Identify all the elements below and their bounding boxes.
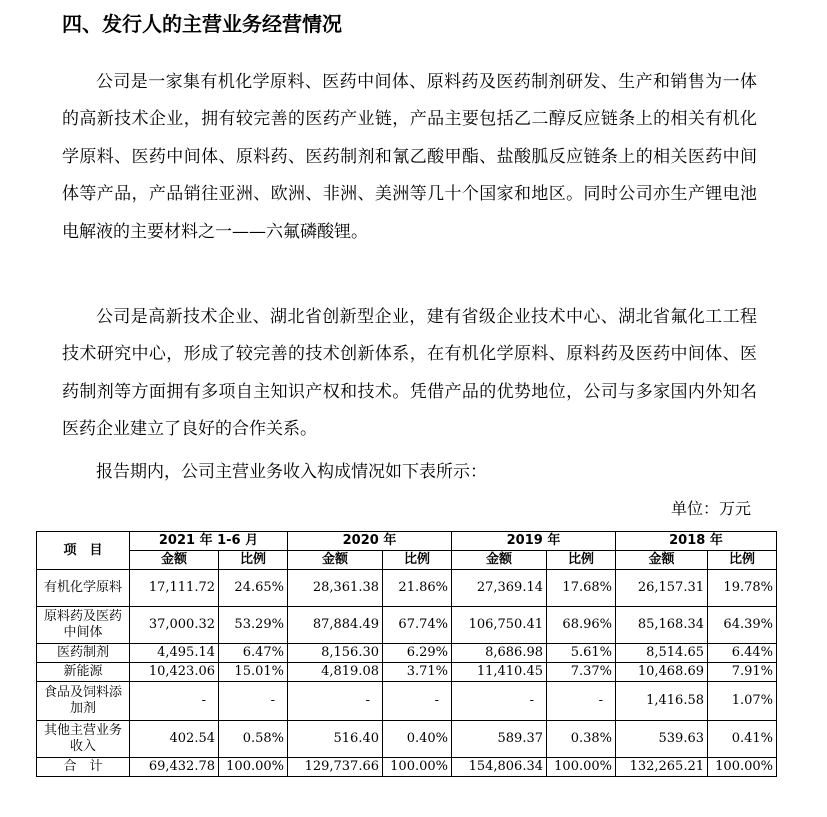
- amount-cell: 10,423.06: [130, 663, 219, 682]
- ratio-cell: 6.29%: [383, 644, 452, 663]
- table-row: [37, 682, 777, 721]
- ratio-cell: 21.86%: [383, 570, 452, 607]
- ratio-cell: 24.65%: [219, 570, 288, 607]
- amount-cell: 69,432.78: [130, 758, 219, 777]
- amount-cell: 8,156.30: [288, 644, 383, 663]
- amount-header: 金额: [130, 551, 219, 570]
- row-label: 其他主营业务收入: [37, 721, 130, 758]
- ratio-cell: 6.44%: [708, 644, 777, 663]
- amount-cell: 11,410.45: [452, 663, 547, 682]
- row-label: 合 计: [37, 758, 130, 777]
- amount-cell: 37,000.32: [130, 607, 219, 644]
- ratio-cell: -: [383, 682, 452, 721]
- period-header: 2020 年: [288, 532, 452, 551]
- ratio-cell: 100.00%: [708, 758, 777, 777]
- period-header: 2021 年 1-6 月: [130, 532, 288, 551]
- ratio-cell: 100.00%: [383, 758, 452, 777]
- amount-cell: 539.63: [616, 721, 708, 758]
- row-label: 原料药及医药中间体: [37, 607, 130, 644]
- amount-cell: 85,168.34: [616, 607, 708, 644]
- amount-cell: 1,416.58: [616, 682, 708, 721]
- ratio-cell: 5.61%: [547, 644, 616, 663]
- amount-cell: -: [130, 682, 219, 721]
- ratio-cell: 53.29%: [219, 607, 288, 644]
- amount-cell: 589.37: [452, 721, 547, 758]
- amount-cell: 129,737.66: [288, 758, 383, 777]
- ratio-header: 比例: [708, 551, 777, 570]
- amount-cell: 17,111.72: [130, 570, 219, 607]
- ratio-cell: 7.37%: [547, 663, 616, 682]
- amount-cell: 8,514.65: [616, 644, 708, 663]
- amount-cell: -: [288, 682, 383, 721]
- row-label: 新能源: [37, 663, 130, 682]
- ratio-cell: 64.39%: [708, 607, 777, 644]
- ratio-cell: 1.07%: [708, 682, 777, 721]
- ratio-cell: 17.68%: [547, 570, 616, 607]
- ratio-cell: 0.38%: [547, 721, 616, 758]
- table-row: [37, 570, 777, 607]
- amount-cell: 8,686.98: [452, 644, 547, 663]
- amount-cell: 106,750.41: [452, 607, 547, 644]
- amount-cell: 28,361.38: [288, 570, 383, 607]
- ratio-cell: 67.74%: [383, 607, 452, 644]
- amount-header: 金额: [288, 551, 383, 570]
- table-total-row: [37, 758, 777, 777]
- ratio-header: 比例: [383, 551, 452, 570]
- period-header: 2019 年: [452, 532, 616, 551]
- amount-cell: 154,806.34: [452, 758, 547, 777]
- unit-label: 单位：万元: [670, 499, 751, 518]
- ratio-cell: 7.91%: [708, 663, 777, 682]
- table-row: [37, 644, 777, 663]
- ratio-cell: 15.01%: [219, 663, 288, 682]
- table-row: [37, 721, 777, 758]
- row-label: 医药制剂: [37, 644, 130, 663]
- amount-cell: 132,265.21: [616, 758, 708, 777]
- table-row: [37, 663, 777, 682]
- amount-cell: 87,884.49: [288, 607, 383, 644]
- ratio-cell: -: [219, 682, 288, 721]
- amount-header: 金额: [452, 551, 547, 570]
- amount-header: 金额: [616, 551, 708, 570]
- amount-cell: -: [452, 682, 547, 721]
- paragraph-technology: 公司是高新技术企业、湖北省创新型企业，建有省级企业技术中心、湖北省氟化工工程技术研究中心，形成了较完善的技术创新体系，在有机化学原料、原料药及医药中间体、医药制剂等方面拥有多项自主知识产权和技术。凭借产品的优势地位，公司与多家国内外知名医药企业建立了良好的合作关系。: [62, 307, 757, 440]
- ratio-cell: 6.47%: [219, 644, 288, 663]
- paragraph-business-overview: 公司是一家集有机化学原料、医药中间体、原料药及医药制剂研发、生产和销售为一体的高新技术企业，拥有较完善的医药产业链，产品主要包括乙二醇反应链条上的相关有机化学原料、医药中间体、原料药、医药制剂和氰乙酸甲酯、盐酸胍反应链条上的相关医药中间体等产品，产品销往亚洲、欧洲、非洲、美洲等几十个国家和地区。同时公司亦生产锂电池电解液的主要材料之一——六氟磷酸锂。: [62, 72, 757, 242]
- ratio-header: 比例: [547, 551, 616, 570]
- ratio-cell: -: [547, 682, 616, 721]
- table-subheader-row: [37, 551, 777, 570]
- amount-cell: 4,819.08: [288, 663, 383, 682]
- row-label: 食品及饲料添加剂: [37, 682, 130, 721]
- table-header-row: [37, 532, 777, 551]
- ratio-header: 比例: [219, 551, 288, 570]
- amount-cell: 26,157.31: [616, 570, 708, 607]
- ratio-cell: 0.41%: [708, 721, 777, 758]
- item-header: 项 目: [37, 532, 130, 570]
- revenue-table: [36, 531, 777, 777]
- table-row: [37, 607, 777, 644]
- ratio-cell: 19.78%: [708, 570, 777, 607]
- ratio-cell: 68.96%: [547, 607, 616, 644]
- row-label: 有机化学原料: [37, 570, 130, 607]
- paragraph-table-intro: 报告期内，公司主营业务收入构成情况如下表所示：: [96, 462, 487, 482]
- amount-cell: 402.54: [130, 721, 219, 758]
- amount-cell: 27,369.14: [452, 570, 547, 607]
- amount-cell: 516.40: [288, 721, 383, 758]
- section-heading: 四、发行人的主营业务经营情况: [62, 12, 342, 36]
- ratio-cell: 100.00%: [219, 758, 288, 777]
- amount-cell: 4,495.14: [130, 644, 219, 663]
- ratio-cell: 3.71%: [383, 663, 452, 682]
- amount-cell: 10,468.69: [616, 663, 708, 682]
- period-header: 2018 年: [616, 532, 777, 551]
- ratio-cell: 0.40%: [383, 721, 452, 758]
- ratio-cell: 100.00%: [547, 758, 616, 777]
- ratio-cell: 0.58%: [219, 721, 288, 758]
